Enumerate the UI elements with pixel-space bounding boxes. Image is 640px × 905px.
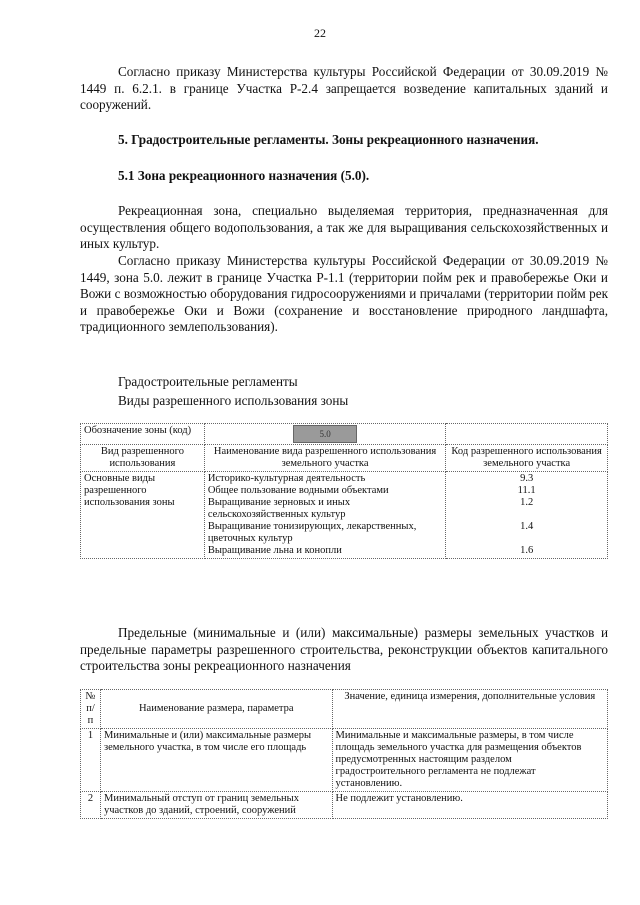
parameter-value: Не подлежит установлению. (332, 792, 607, 819)
use-name: Историко-культурная деятельность (207, 473, 366, 484)
use-name: Выращивание льна и конопли (207, 545, 342, 556)
use-names-cell (204, 472, 446, 559)
use-group-cell: Основные виды разрешенного использования зоны (81, 472, 205, 559)
limits-paragraph: Предельные (минимальные и (или) максимальные) размеры земельных участков и предельные параметры разрешенного строительства, реконструкции объектов капитального строительства зоны рекреационного назначения (80, 625, 608, 673)
table-row (81, 792, 608, 819)
use-name: Выращивание зерновых и иных сельскохозяйственных культур (207, 497, 351, 520)
column-header: Код разрешенного использования земельного участка (446, 445, 608, 472)
recreation-zone-paragraph: Рекреационная зона, специально выделяемая территория, предназначенная для осуществления общего водопользования, а так же для выращивания сельскохозяйственных и иных культур. (80, 203, 608, 251)
use-name: Выращивание тонизирующих, лекарственных, цветочных культур (207, 521, 417, 544)
use-code: 1.2 (520, 497, 534, 508)
ministry-order-paragraph: Согласно приказу Министерства культуры Российской Федерации от 30.09.2019 № 1449, зона 5.0. лежит в границе Участка Р-1.1 (территории пойм рек и правобережье Оки и Вожи с возможностью оборудования гидросооружениями и причалами (территории пойм рек и правобережье Оки и Вожи (сохранение и восстановление природного ландшафта, традиционного землепользования). (80, 253, 608, 334)
zone-code-cell (204, 424, 446, 445)
permitted-uses-label: Виды разрешенного использования зоны (118, 393, 349, 408)
parameter-value: Минимальные и максимальные размеры, в том числе площадь земельного участка для размещения объектов предусмотренных настоящим разделом градостроительного регламента не подлежат установлению. (332, 729, 607, 792)
section-5-1-heading: 5.1 Зона рекреационного назначения (5.0). (118, 168, 370, 183)
column-header: Вид разрешенного использования (81, 445, 205, 472)
use-codes-cell (446, 472, 608, 559)
table-row (81, 424, 608, 445)
use-code: 1.4 (520, 521, 534, 532)
table-row (81, 729, 608, 792)
use-name: Общее пользование водными объектами (207, 485, 389, 496)
use-code: 9.3 (520, 473, 534, 484)
table-row (81, 472, 608, 559)
table-header-row (81, 690, 608, 729)
regulations-label: Градостроительные регламенты (118, 374, 298, 389)
permitted-uses-table (80, 423, 608, 559)
row-number: 2 (81, 792, 101, 819)
use-code: 1.6 (520, 545, 534, 556)
empty-cell (446, 424, 608, 445)
zone-label-cell: Обозначение зоны (код) (81, 424, 205, 445)
zone-code-badge: 5.0 (293, 425, 357, 443)
column-header: Наименование размера, параметра (100, 690, 332, 729)
parameter-name: Минимальный отступ от границ земельных участков до зданий, строений, сооружений (100, 792, 332, 819)
parameter-name: Минимальные и (или) максимальные размеры земельного участка, в том числе его площадь (100, 729, 332, 792)
table-header-row (81, 445, 608, 472)
limits-table (80, 689, 608, 819)
section-5-heading: 5. Градостроительные регламенты. Зоны рекреационного назначения. (118, 132, 539, 147)
column-header: № п/п (81, 690, 101, 729)
use-code: 11.1 (517, 485, 536, 496)
column-header: Наименование вида разрешенного использования земельного участка (204, 445, 446, 472)
page-number: 22 (314, 26, 326, 40)
intro-paragraph: Согласно приказу Министерства культуры Российской Федерации от 30.09.2019 № 1449 п. 6.2.1. в границе Участка Р-2.4 запрещается возведение капитальных зданий и сооружений. (80, 64, 608, 112)
row-number: 1 (81, 729, 101, 792)
column-header: Значение, единица измерения, дополнительные условия (332, 690, 607, 729)
